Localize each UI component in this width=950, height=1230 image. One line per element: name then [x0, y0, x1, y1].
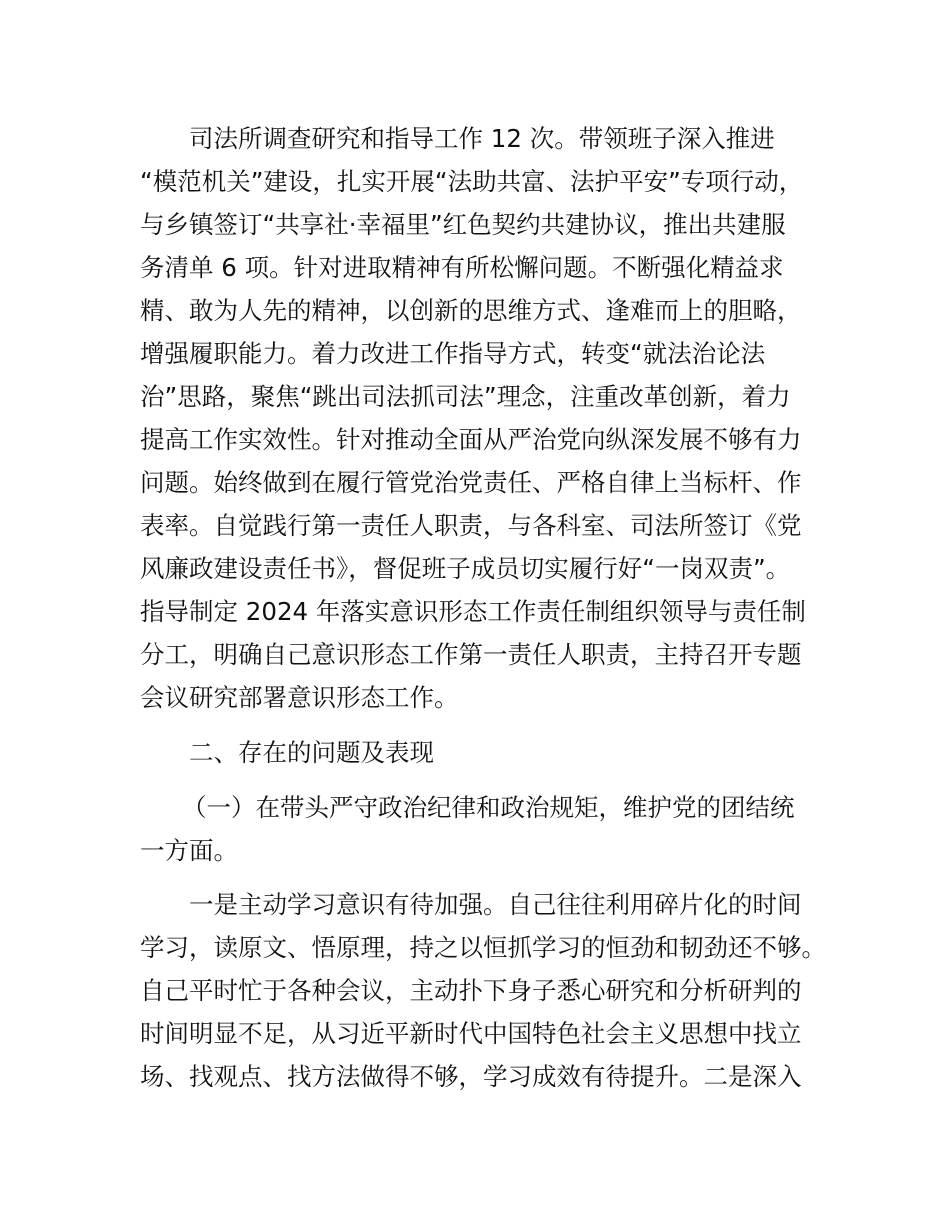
text-line: 表率。自觉践行第一责任人职责，与各科室、司法所签订《党 — [140, 511, 802, 540]
text-line: 精、敢为人先的精神，以创新的思维方式、逢难而上的胆略， — [140, 296, 802, 325]
text-line: 学习，读原文、悟原理，持之以恒抓学习的恒劲和韧劲还不够。 — [140, 933, 826, 962]
text-line: 司法所调查研究和指导工作 12 次。带领班子深入推进 — [189, 124, 775, 153]
text-line: 自己平时忙于各种会议，主动扑下身子悉心研究和分析研判的 — [140, 976, 802, 1005]
text-line: 问题。始终做到在履行管党治党责任、严格自律上当标杆、作 — [140, 468, 802, 497]
text-line: 治”思路，聚焦“跳出司法抓司法”理念，注重改革创新，着力 — [140, 382, 791, 411]
text-line: 时间明显不足，从习近平新时代中国特色社会主义思想中找立 — [140, 1019, 802, 1048]
text-line: 分工，明确自己意识形态工作第一责任人职责，主持召开专题 — [140, 640, 802, 669]
text-line: 提高工作实效性。针对推动全面从严治党向纵深发展不够有力 — [140, 425, 802, 454]
text-line: 一是主动学习意识有待加强。自己往往利用碎片化的时间 — [189, 890, 802, 919]
text-line: （一）在带头严守政治纪律和政治规矩，维护党的团结统 — [182, 793, 795, 822]
text-line: 务清单 6 项。针对进取精神有所松懈问题。不断强化精益求 — [140, 253, 784, 282]
text-line: 增强履职能力。着力改进工作指导方式，转变“就法治论法 — [140, 339, 766, 368]
text-line: 风廉政建设责任书》，督促班子成员切实履行好“一岗双责”。 — [140, 554, 791, 583]
text-line: 指导制定 2024 年落实意识形态工作责任制组织领导与责任制 — [140, 597, 806, 626]
section-heading: 二、存在的问题及表现 — [189, 738, 434, 767]
text-line: 场、找观点、找方法做得不够，学习成效有待提升。二是深入 — [140, 1062, 802, 1091]
text-line: 与乡镇签订“共享社·幸福里”红色契约共建协议，推出共建服 — [140, 210, 786, 239]
text-line: 会议研究部署意识形态工作。 — [140, 683, 459, 712]
text-line: “模范机关”建设，扎实开展“法助共富、法护平安”专项行动， — [140, 167, 804, 196]
text-line: 一方面。 — [140, 836, 238, 865]
